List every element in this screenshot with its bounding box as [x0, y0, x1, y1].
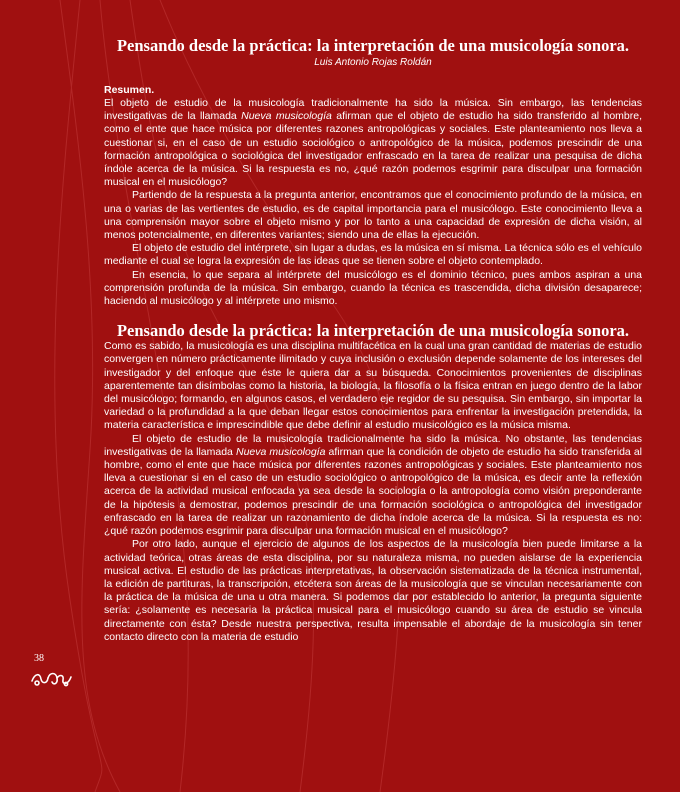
article-paragraph: Como es sabido, la musicología es una disciplina multifacética en la cual una gran cantidad de materias de estudio convergen en número prácticamente ilimitado y cuya inclusión o exclusión depende solamente de los intereses del investigador y del enfoque que éste le quiera dar a su búsqueda. Conocimientos provenientes de disciplinas aparentemente tan disímbolas como la historia, la biología, la filosofía o la física entran en juego dentro de la labor del musicólogo; formando, en algunos casos, el verdadero eje regidor de su pesquisa. Sin embargo, sin importar la variedad o la profundidad a la que deban llegar estos conocimientos para enfrentar la investigación pretendida, la materia característica e imprescindible que debe definir al estudio musicológico es la música misma.	[104, 340, 642, 432]
abstract-paragraph: En esencia, lo que separa al intérprete del musicólogo es el dominio técnico, pues ambos aspiran a una comprensión profunda de la música. Sin embargo, cuando la técnica es trascendida, dicha división desaparece; haciendo al musicólogo y al intérprete uno mismo.	[104, 268, 642, 308]
article-paragraph: Por otro lado, aunque el ejercicio de algunos de los aspectos de la musicología bien puede limitarse a la actividad teórica, otras áreas de esta disciplina, por su naturaleza misma, no pueden aislarse de la experiencia musical activa. El estudio de las prácticas interpretativas, la observación sistematizada de la técnica instrumental, la edición de partituras, la transcripción, etcétera son áreas de la musicología que se vinculan necesariamente con la práctica de la música de una u otra manera. Si podemos dar por establecido lo anterior, la pregunta siguiente sería: ¿solamente es necesaria la práctica musical para el musicólogo cuando su área de estudio se vincula directamente con ésta? Desde nuestra perspectiva, resulta impensable el abordaje de la musicología sin tener contacto directo con la materia de estudio	[104, 538, 642, 643]
article-heading: Pensando desde la práctica: la interpretación de una musicología sonora.	[116, 321, 630, 341]
article-paragraph: El objeto de estudio de la musicología tradicionalmente ha sido la música. No obstante, las tendencias investigativas de la llamada Nueva musicología afirman que la condición de objeto de estudio ha sido transferida al hombre, como el ente que hace música por diferentes razones antropológicas y sociales. Este planteamiento nos lleva a cuestionar si en el caso de un estudio sociológico o antropológico de la música, es decir ante la reflexión acerca de la actividad musical enfocada ya sea desde la sociología o la antropología como visión preponderante de la hipótesis a demostrar, podemos prescindir de una formación sociológica o antropológica del investigador enfrascado en la tarea de realizar un razonamiento de dicha índole acerca de la música. Si la respuesta es no: ¿qué razón podemos esgrimir para disculpar una formación musical en el musicólogo?	[104, 432, 643, 538]
ornament-icon	[30, 669, 74, 689]
abstract-body	[104, 97, 642, 308]
abstract-paragraph: El objeto de estudio del intérprete, sin lugar a dudas, es la música en sí misma. La técnica sólo es el vehículo mediante el cual se logra la expresión de las ideas que se tienen sobre el objeto contemplado.	[104, 242, 642, 268]
abstract-heading: Resumen.	[104, 84, 155, 96]
page-number: 38	[34, 653, 44, 664]
abstract-paragraph: Partiendo de la respuesta a la pregunta anterior, encontramos que el conocimiento profundo de la música, en una o varias de las vertientes de estudio, es de capital importancia para el musicólogo. Este conocimiento lleva a una comprensión mayor sobre el objeto mismo y por lo tanto a una capacidad de expresión de dicha visión, al menos potencialmente, en diferentes variantes; siendo una de ellas la ejecución.	[104, 189, 642, 242]
page-content	[104, 36, 642, 644]
author-name: Luis Antonio Rojas Roldán	[314, 57, 432, 68]
abstract-paragraph: El objeto de estudio de la musicología tradicionalmente ha sido la música. Sin embargo, las tendencias investigativas de la llamada Nueva musicología afirman que el objeto de estudio ha sido transferido al hombre, como el ente que hace música por diferentes razones antropológicas y sociales. Este planteamiento nos lleva a cuestionar si, en el caso de un estudio sociológico o antropológico de la música, podemos prescindir de una formación antropológica o sociológica del investigador enfrascado en la tarea de realizar una pesquisa de dicha índole acerca de la música. Si la respuesta es no, ¿qué razón podemos esgrimir para disculpar una formación musical en el musicólogo?	[104, 97, 642, 189]
page-title: Pensando desde la práctica: la interpretación de una musicología sonora.	[116, 36, 630, 55]
article-body	[104, 340, 642, 644]
